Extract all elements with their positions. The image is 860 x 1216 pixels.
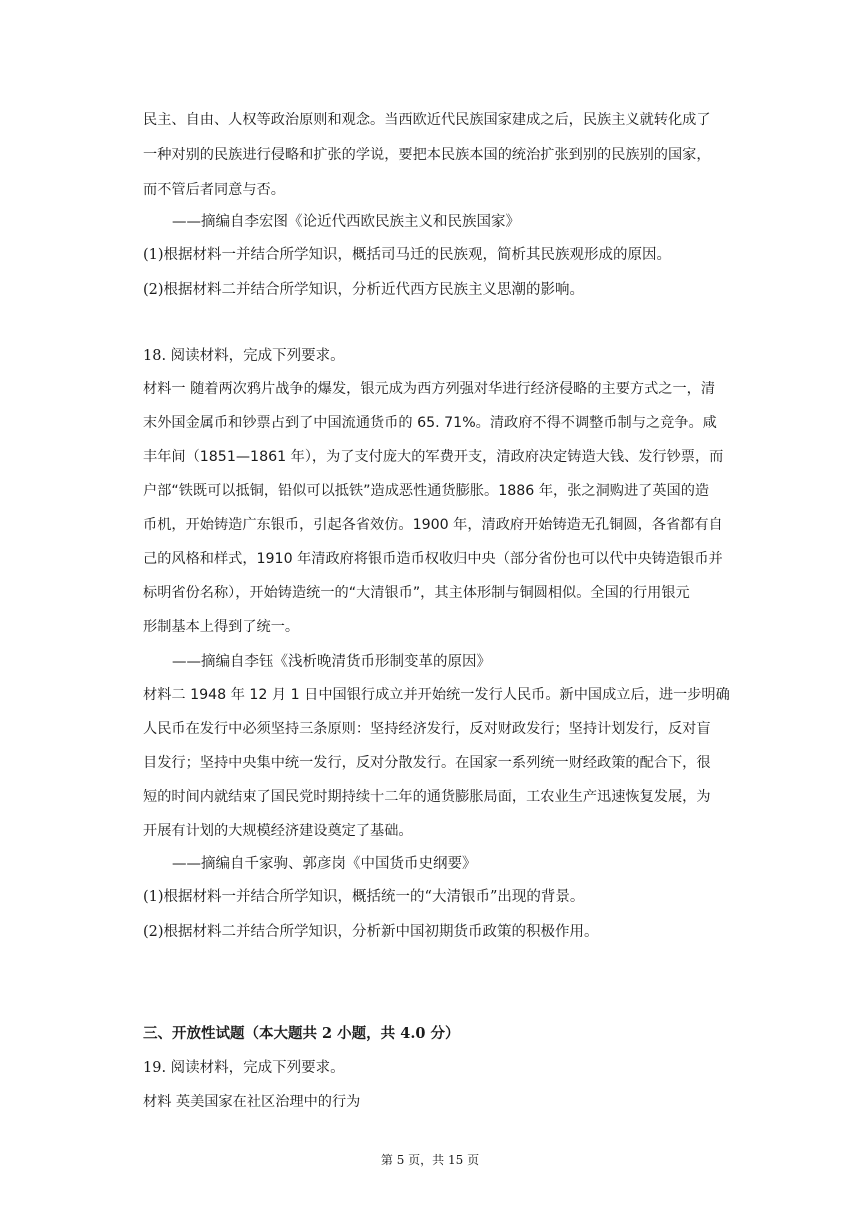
source-citation: ——摘编自李宏图《论近代西欧民族主义和民族国家》 xyxy=(172,214,520,230)
material-line: 目发行；坚持中央集中统一发行，反对分散发行。在国家一系列统一财经政策的配合下，很 xyxy=(143,755,711,771)
material-line: 材料二 1948 年 12 月 1 日中国银行成立并开始统一发行人民币。新中国成立后，进一步明确 xyxy=(143,687,730,703)
source-citation: ——摘编自千家驹、郭彦岗《中国货币史纲要》 xyxy=(172,856,477,872)
source-citation: ——摘编自李钰《浅析晚清货币形制变革的原因》 xyxy=(172,654,491,670)
material-line: 短的时间内就结束了国民党时期持续十二年的通货膨胀局面，工农业生产迅速恢复发展，为 xyxy=(143,789,711,805)
material-line: 末外国金属币和钞票占到了中国流通货币的 65. 71%。清政府不得不调整币制与之竞争。咸 xyxy=(143,415,717,431)
material-line: 材料一 随着两次鸦片战争的爆发，银元成为西方列强对华进行经济侵略的主要方式之一，清 xyxy=(143,381,716,397)
material-line: 己的风格和样式，1910 年清政府将银币造币权收归中央（部分省份也可以代中央铸造银币并 xyxy=(143,551,723,567)
material-line: 户部“铁既可以抵铜，铅似可以抵铁”造成恶性通货膨胀。1886 年，张之洞购进了英国的造 xyxy=(143,483,710,499)
section-heading: 三、开放性试题（本大题共 2 小题，共 4.0 分） xyxy=(143,1025,460,1042)
question-item: (1)根据材料一并结合所学知识，概括统一的“大清银币”出现的背景。 xyxy=(143,889,585,905)
question-item: (2)根据材料二并结合所学知识，分析近代西方民族主义思潮的影响。 xyxy=(143,282,585,298)
page-number: 第 5 页，共 15 页 xyxy=(380,1153,480,1167)
question-title: 18. 阅读材料，完成下列要求。 xyxy=(143,348,345,364)
paragraph-line: 一种对别的民族进行侵略和扩张的学说，要把本民族本国的统治扩张到别的民族别的国家， xyxy=(143,147,711,163)
material-line: 标明省份名称），开始铸造统一的“大清银币”，其主体形制与铜圆相似。全国的行用银元 xyxy=(143,585,690,601)
material-line: 开展有计划的大规模经济建设奠定了基础。 xyxy=(143,823,413,839)
material-line: 材料 英美国家在社区治理中的行为 xyxy=(143,1094,361,1110)
material-line: 丰年间（1851—1861 年），为了支付庞大的军费开支，清政府决定铸造大钱、发行钞票，而 xyxy=(143,449,724,465)
paragraph-line: 而不管后者同意与否。 xyxy=(143,182,285,198)
question-item: (2)根据材料二并结合所学知识，分析新中国初期货币政策的积极作用。 xyxy=(143,924,599,940)
material-line: 币机，开始铸造广东银币，引起各省效仿。1900 年，清政府开始铸造无孔铜圆，各省都有自 xyxy=(143,517,723,533)
material-line: 人民币在发行中必须坚持三条原则：坚持经济发行，反对财政发行；坚持计划发行，反对盲 xyxy=(143,721,711,737)
material-line: 形制基本上得到了统一。 xyxy=(143,619,300,635)
question-title: 19. 阅读材料，完成下列要求。 xyxy=(143,1060,345,1076)
paragraph-line: 民主、自由、人权等政治原则和观念。当西欧近代民族国家建成之后，民族主义就转化成了 xyxy=(143,112,711,128)
question-item: (1)根据材料一并结合所学知识，概括司马迁的民族观，简析其民族观形成的原因。 xyxy=(143,247,672,263)
